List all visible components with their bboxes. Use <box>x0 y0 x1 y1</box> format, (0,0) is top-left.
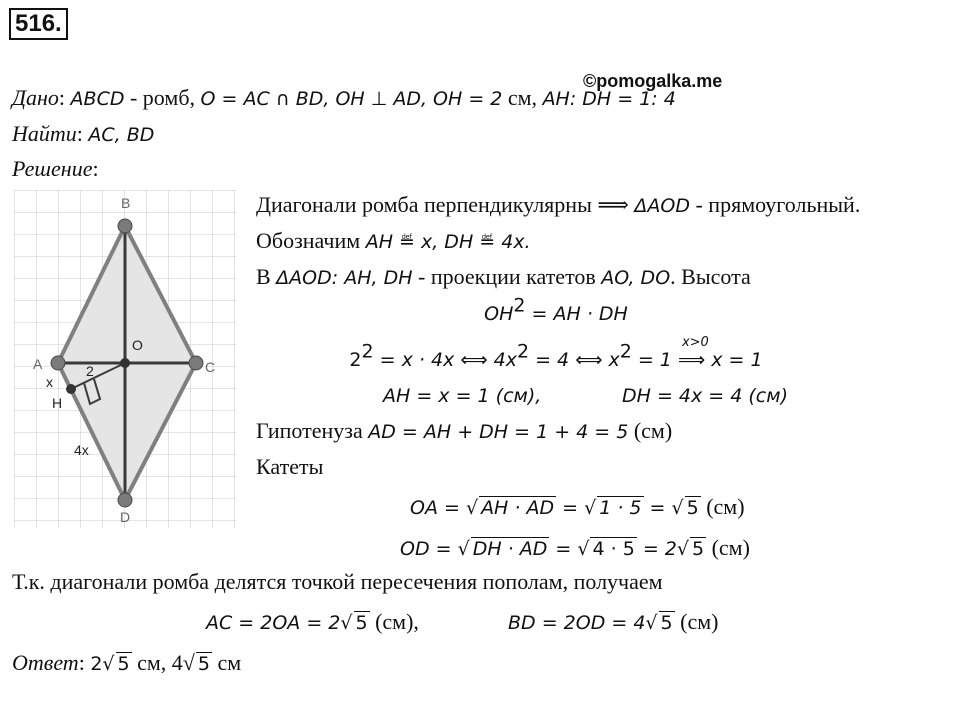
step-5-b-exp: 2 <box>516 340 530 363</box>
step-12-a: AC = 2OA = 2√ <box>206 612 353 634</box>
given-label: Дано <box>12 85 59 110</box>
step-10-a: OD = √ <box>400 538 470 560</box>
step-8 <box>256 452 323 482</box>
step-6-left-math: AH = x = 1 (см), <box>383 385 542 407</box>
given-conditions: O = AC ∩ BD, OH ⊥ AD, OH = 2 <box>200 88 503 110</box>
answer-line: Ответ: 2√ 5 см, 4√ 5 см <box>12 650 242 675</box>
label-d: D <box>120 509 131 525</box>
step-12-radicand-2: 5 <box>660 612 673 634</box>
step-7-text: Гипотенуза <box>256 418 369 443</box>
step-5-c: = 4 ⟺ x <box>529 349 620 371</box>
step-4 <box>256 294 856 329</box>
step-4-exp: 2 <box>513 294 526 317</box>
step-10-radicand-3: 5 <box>691 538 705 560</box>
answer-radicand-1: 5 <box>117 653 130 675</box>
answer-p3: см <box>211 650 242 675</box>
given-figure: ABCD <box>70 88 125 110</box>
step-10-b: = √ <box>549 538 590 560</box>
point-c <box>189 356 203 370</box>
answer-label: Ответ <box>12 650 79 675</box>
step-6-left <box>383 380 541 411</box>
given-unit: см, <box>502 85 543 110</box>
step-5-a-exp: 2 <box>361 340 374 363</box>
step-12-d: (см) <box>674 609 719 634</box>
step-7-math: AD = AH + DH = 1 + 4 = 5 <box>368 421 629 443</box>
step-5-d: = 1 <box>631 349 678 371</box>
given-rhombus-word: - ромб, <box>124 85 201 110</box>
step-8-text: Катеты <box>256 454 324 479</box>
step-2-text: Обозначим <box>256 228 366 253</box>
point-o <box>120 358 130 368</box>
step-11 <box>12 567 663 597</box>
step-2 <box>256 226 531 257</box>
step-10-radicand-1: DH · AD <box>472 538 548 560</box>
implies-arrow <box>677 335 709 375</box>
step-5-e: x = 1 <box>705 349 763 371</box>
label-four-x: 4x <box>74 442 89 458</box>
answer-p2: см, 4√ <box>131 650 195 675</box>
problem-number: 516. <box>9 8 68 40</box>
step-12-right <box>508 607 718 638</box>
step-5-arrow: ⟹ <box>677 349 706 371</box>
step-5-b: = x · 4x ⟺ 4x <box>373 349 517 371</box>
point-b <box>118 219 132 233</box>
step-7-unit: (см) <box>628 418 673 443</box>
step-6-right <box>622 380 788 411</box>
step-5-condition: x>0 <box>681 335 709 350</box>
step-4-rest: = AH · DH <box>525 303 628 325</box>
step-5-c-exp: 2 <box>619 340 632 363</box>
answer-radicand-2: 5 <box>197 653 210 675</box>
step-11-text: Т.к. диагонали ромба делятся точкой пересечения пополам, получаем <box>12 569 663 594</box>
label-b: B <box>121 195 131 211</box>
step-10-c: = 2√ <box>636 538 689 560</box>
step-9-unit: (см) <box>700 494 745 519</box>
label-h: H <box>52 395 63 411</box>
point-h <box>66 384 76 394</box>
step-4-math: OH <box>484 303 514 325</box>
step-3 <box>256 262 751 293</box>
step-7 <box>256 416 672 447</box>
step-10-radicand-2: 4 · 5 <box>592 538 635 560</box>
label-two: 2 <box>86 363 94 379</box>
step-6-right-math: DH = 4x = 4 (см) <box>622 385 788 407</box>
step-9 <box>410 492 745 523</box>
solution-label: Решение <box>12 156 93 181</box>
find-label: Найти <box>12 121 77 146</box>
step-5-a: 2 <box>349 349 362 371</box>
rhombus-figure <box>14 190 236 528</box>
step-3-text: В <box>256 264 277 289</box>
point-a <box>51 356 65 370</box>
step-5 <box>256 335 856 375</box>
label-a: A <box>33 356 43 372</box>
step-1 <box>256 190 860 221</box>
step-12-left <box>206 607 419 638</box>
step-3-math-2: AO, DO <box>601 267 671 289</box>
label-x: x <box>46 374 53 390</box>
find-line: Найти: AC, BD <box>12 121 155 146</box>
find-targets: AC, BD <box>88 124 155 146</box>
step-10 <box>400 533 750 564</box>
step-12-radicand-1: 5 <box>355 612 368 634</box>
solution-line: Решение: <box>12 156 99 181</box>
step-1-tail: - прямоугольный. <box>689 192 861 217</box>
step-12-c: BD = 2OD = 4√ <box>508 612 658 634</box>
step-3-tail: . Высота <box>670 264 751 289</box>
step-2-math: AH ≝ x, DH ≝ 4x. <box>365 231 531 253</box>
answer-p1: 2√ <box>90 653 115 675</box>
step-9-c: = √ <box>643 497 684 519</box>
step-10-unit: (см) <box>706 535 750 560</box>
label-o: O <box>132 337 143 353</box>
step-9-b: = √ <box>556 497 597 519</box>
step-9-a: OA = √ <box>410 497 479 519</box>
given-ratio: AH: DH = 1: 4 <box>542 88 676 110</box>
step-9-radicand-2: 1 · 5 <box>599 497 642 519</box>
step-12-b: (см), <box>369 609 419 634</box>
point-d <box>118 493 132 507</box>
step-3-mid: - проекции катетов <box>412 264 602 289</box>
step-1-math: ΔAOD <box>634 195 690 217</box>
given-line: Дано: ABCD - ромб, O = AC ∩ BD, OH ⊥ AD, OH = 2 см, AH: DH = 1: 4 <box>12 85 676 110</box>
label-c: C <box>205 359 216 375</box>
step-1-text: Диагонали ромба перпендикулярны ⟹ <box>256 192 635 217</box>
step-9-radicand-1: AH · AD <box>481 497 555 519</box>
step-9-radicand-3: 5 <box>686 497 699 519</box>
step-3-math-1: ΔAOD: AH, DH <box>276 267 413 289</box>
watermark: ©pomogalka.me <box>583 71 723 91</box>
